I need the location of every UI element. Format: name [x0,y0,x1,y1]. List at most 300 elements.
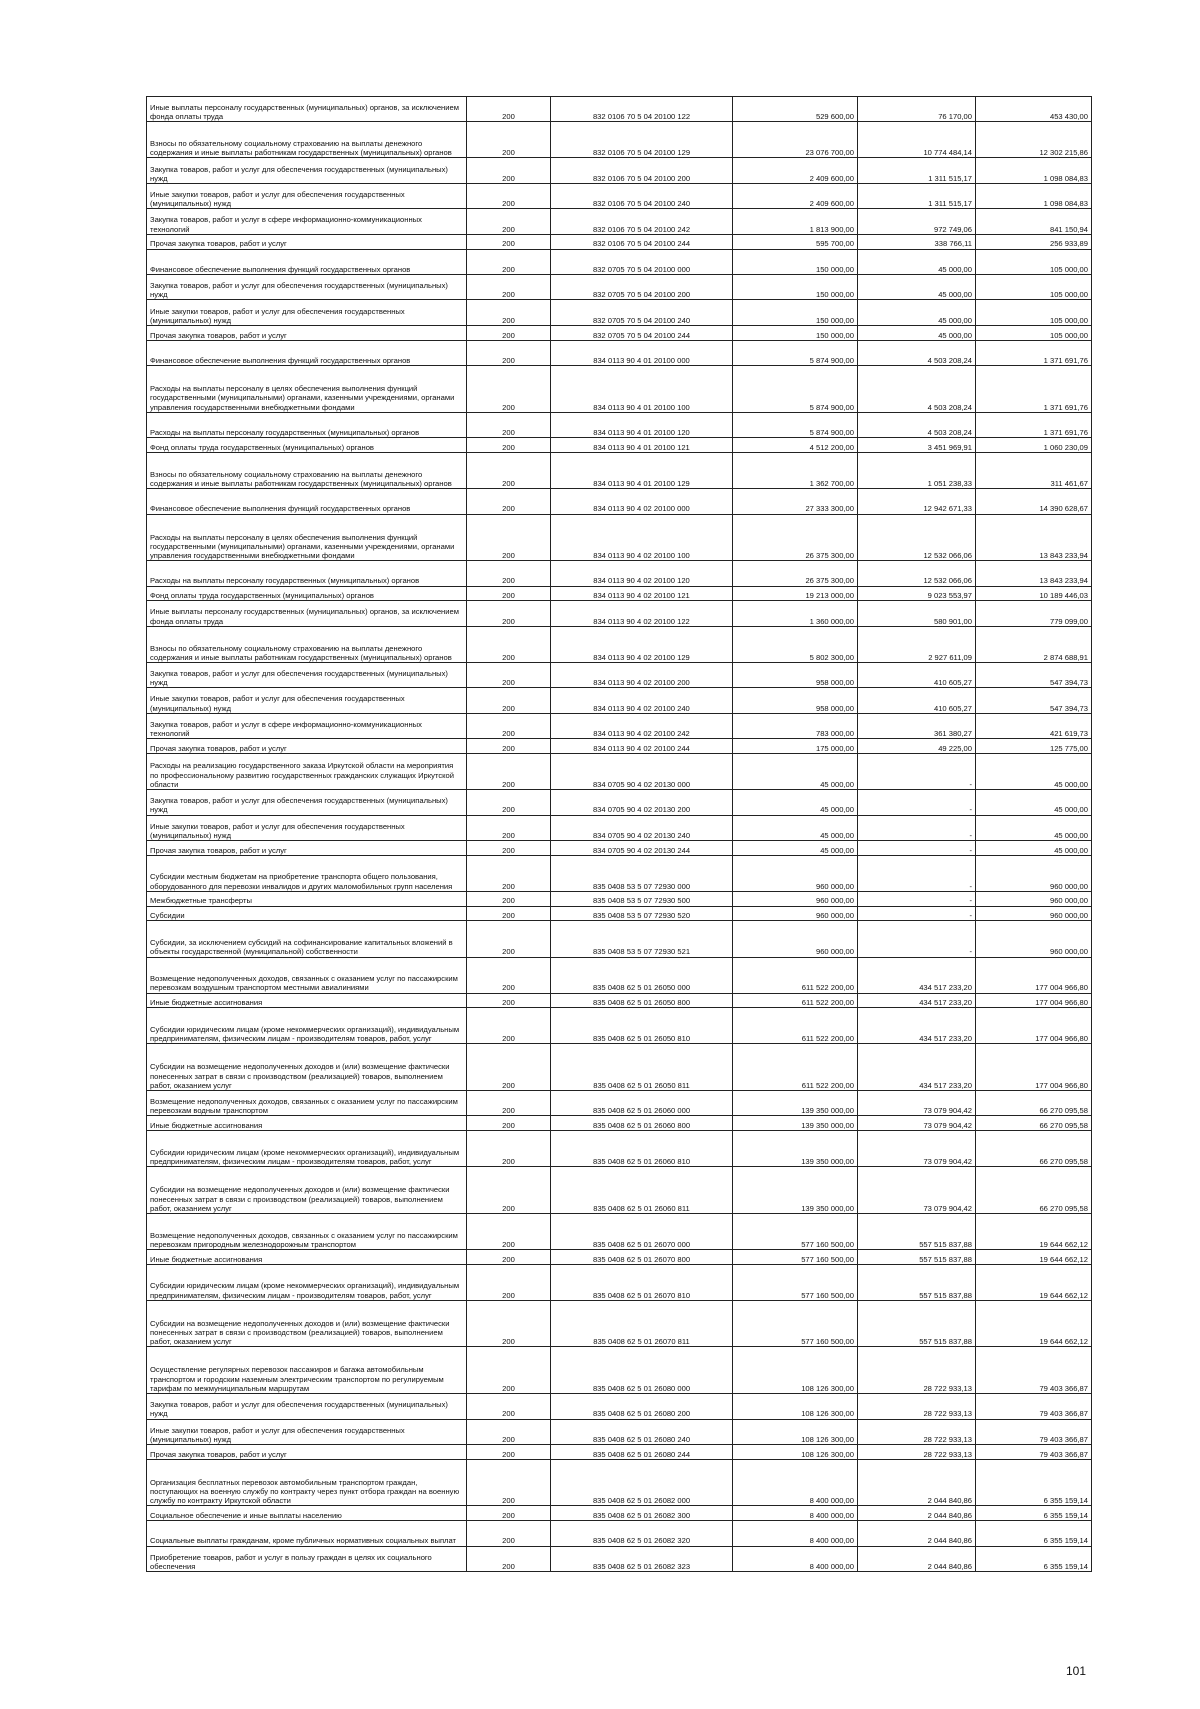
row-remaining-cell: 2 874 688,91 [976,626,1092,662]
row-classification-cell: 835 0408 62 5 01 26060 811 [551,1167,733,1214]
row-code-cell: 200 [467,1444,551,1459]
row-executed-cell: 10 774 484,14 [858,122,976,158]
row-remaining-cell: 66 270 095,58 [976,1167,1092,1214]
row-executed-cell: 361 380,27 [858,713,976,738]
row-name-cell: Иные бюджетные ассигнования [147,993,467,1008]
row-remaining-cell: 125 775,00 [976,739,1092,754]
row-code-cell: 200 [467,1419,551,1444]
row-plan-cell: 960 000,00 [733,906,858,921]
row-classification-cell: 832 0106 70 5 04 20100 242 [551,209,733,234]
row-name-cell: Иные закупки товаров, работ и услуг для обеспечения государственных (муниципальных) нужд [147,815,467,840]
row-executed-cell: 2 044 840,86 [858,1546,976,1571]
row-executed-cell: - [858,754,976,790]
row-plan-cell: 529 600,00 [733,97,858,122]
row-executed-cell: 434 517 233,20 [858,957,976,993]
row-plan-cell: 23 076 700,00 [733,122,858,158]
table-row [147,514,1092,561]
row-name-cell: Социальное обеспечение и иные выплаты населению [147,1506,467,1521]
row-executed-cell: 12 532 066,06 [858,561,976,586]
row-code-cell: 200 [467,412,551,437]
row-executed-cell: 49 225,00 [858,739,976,754]
row-plan-cell: 108 126 300,00 [733,1444,858,1459]
row-plan-cell: 8 400 000,00 [733,1459,858,1506]
row-remaining-cell: 960 000,00 [976,921,1092,957]
row-classification-cell: 832 0106 70 5 04 20100 240 [551,183,733,208]
row-name-cell: Иные закупки товаров, работ и услуг для обеспечения государственных (муниципальных) нужд [147,183,467,208]
row-plan-cell: 960 000,00 [733,921,858,957]
table-row [147,1167,1092,1214]
table-row [147,1506,1092,1521]
row-classification-cell: 834 0705 90 4 02 20130 200 [551,790,733,815]
row-executed-cell: 557 515 837,88 [858,1249,976,1264]
row-name-cell: Субсидии [147,906,467,921]
row-remaining-cell: 1 098 084,83 [976,183,1092,208]
row-remaining-cell: 45 000,00 [976,840,1092,855]
table-row [147,1091,1092,1116]
row-plan-cell: 150 000,00 [733,300,858,325]
row-code-cell: 200 [467,1300,551,1347]
row-name-cell: Закупка товаров, работ и услуг для обеспечения государственных (муниципальных) нужд [147,1394,467,1419]
row-executed-cell: 2 044 840,86 [858,1506,976,1521]
row-code-cell: 200 [467,1506,551,1521]
row-classification-cell: 834 0113 90 4 01 20100 000 [551,340,733,365]
row-code-cell: 200 [467,1394,551,1419]
row-code-cell: 200 [467,586,551,601]
row-classification-cell: 832 0106 70 5 04 20100 244 [551,234,733,249]
row-classification-cell: 835 0408 62 5 01 26050 800 [551,993,733,1008]
row-code-cell: 200 [467,1008,551,1044]
row-remaining-cell: 6 355 159,14 [976,1521,1092,1546]
row-plan-cell: 8 400 000,00 [733,1546,858,1571]
row-name-cell: Субсидии на возмещение недополученных доходов и (или) возмещение фактически понесенных затрат в связи с производством (реализацией) товаров, выполнением работ, оказанием услуг [147,1300,467,1347]
row-classification-cell: 835 0408 62 5 01 26050 811 [551,1044,733,1091]
row-executed-cell: 73 079 904,42 [858,1116,976,1131]
row-plan-cell: 45 000,00 [733,840,858,855]
row-plan-cell: 5 874 900,00 [733,366,858,413]
row-remaining-cell: 960 000,00 [976,906,1092,921]
row-name-cell: Иные закупки товаров, работ и услуг для обеспечения государственных (муниципальных) нужд [147,688,467,713]
row-executed-cell: 972 749,06 [858,209,976,234]
row-code-cell: 200 [467,366,551,413]
row-executed-cell: 410 605,27 [858,662,976,687]
row-name-cell: Возмещение недополученных доходов, связанных с оказанием услуг по пассажирским перевозкам воздушным транспортом местными авиалиниями [147,957,467,993]
row-code-cell: 200 [467,209,551,234]
table-row [147,891,1092,906]
row-executed-cell: 45 000,00 [858,325,976,340]
table-row [147,688,1092,713]
table-row [147,1116,1092,1131]
row-code-cell: 200 [467,1044,551,1091]
row-plan-cell: 108 126 300,00 [733,1347,858,1394]
row-executed-cell: 45 000,00 [858,300,976,325]
row-executed-cell: 28 722 933,13 [858,1347,976,1394]
row-executed-cell: 73 079 904,42 [858,1131,976,1167]
row-executed-cell: 4 503 208,24 [858,366,976,413]
row-remaining-cell: 1 371 691,76 [976,366,1092,413]
row-executed-cell: 4 503 208,24 [858,412,976,437]
row-classification-cell: 832 0705 70 5 04 20100 200 [551,275,733,300]
row-classification-cell: 835 0408 62 5 01 26082 000 [551,1459,733,1506]
row-remaining-cell: 6 355 159,14 [976,1459,1092,1506]
table-row [147,438,1092,453]
table-row [147,183,1092,208]
row-classification-cell: 835 0408 62 5 01 26070 810 [551,1264,733,1300]
table-row [147,754,1092,790]
row-classification-cell: 835 0408 53 5 07 72930 521 [551,921,733,957]
row-name-cell: Фонд оплаты труда государственных (муниципальных) органов [147,438,467,453]
row-plan-cell: 577 160 500,00 [733,1300,858,1347]
row-executed-cell: 557 515 837,88 [858,1264,976,1300]
row-remaining-cell: 19 644 662,12 [976,1264,1092,1300]
row-plan-cell: 611 522 200,00 [733,1008,858,1044]
row-classification-cell: 834 0113 90 4 02 20100 200 [551,662,733,687]
row-remaining-cell: 1 060 230,09 [976,438,1092,453]
table-row [147,412,1092,437]
row-executed-cell: - [858,891,976,906]
row-executed-cell: - [858,815,976,840]
table-row [147,1131,1092,1167]
table-row [147,489,1092,514]
row-name-cell: Иные закупки товаров, работ и услуг для обеспечения государственных (муниципальных) нужд [147,1419,467,1444]
row-executed-cell: 2 927 611,09 [858,626,976,662]
table-row [147,855,1092,891]
row-plan-cell: 5 874 900,00 [733,412,858,437]
row-plan-cell: 45 000,00 [733,815,858,840]
row-classification-cell: 835 0408 62 5 01 26050 810 [551,1008,733,1044]
row-remaining-cell: 453 430,00 [976,97,1092,122]
row-plan-cell: 5 874 900,00 [733,340,858,365]
row-code-cell: 200 [467,739,551,754]
row-code-cell: 200 [467,754,551,790]
row-plan-cell: 783 000,00 [733,713,858,738]
row-code-cell: 200 [467,906,551,921]
row-name-cell: Межбюджетные трансферты [147,891,467,906]
table-row [147,662,1092,687]
row-name-cell: Возмещение недополученных доходов, связанных с оказанием услуг по пассажирским перевозкам пригородным железнодорожным транспортом [147,1213,467,1249]
table-row [147,957,1092,993]
row-name-cell: Закупка товаров, работ и услуг в сфере информационно-коммуникационных технологий [147,209,467,234]
row-plan-cell: 150 000,00 [733,249,858,274]
row-code-cell: 200 [467,300,551,325]
row-name-cell: Фонд оплаты труда государственных (муниципальных) органов [147,586,467,601]
row-plan-cell: 1 362 700,00 [733,453,858,489]
row-plan-cell: 1 813 900,00 [733,209,858,234]
row-name-cell: Иные закупки товаров, работ и услуг для обеспечения государственных (муниципальных) нужд [147,300,467,325]
row-classification-cell: 835 0408 53 5 07 72930 520 [551,906,733,921]
row-name-cell: Прочая закупка товаров, работ и услуг [147,1444,467,1459]
row-code-cell: 200 [467,158,551,183]
table-row [147,325,1092,340]
row-executed-cell: 434 517 233,20 [858,1008,976,1044]
row-code-cell: 200 [467,855,551,891]
row-classification-cell: 834 0113 90 4 02 20100 120 [551,561,733,586]
table-row [147,340,1092,365]
row-executed-cell: 557 515 837,88 [858,1300,976,1347]
row-code-cell: 200 [467,1213,551,1249]
row-classification-cell: 835 0408 62 5 01 26080 200 [551,1394,733,1419]
row-code-cell: 200 [467,993,551,1008]
row-plan-cell: 45 000,00 [733,754,858,790]
row-code-cell: 200 [467,514,551,561]
row-classification-cell: 832 0705 70 5 04 20100 000 [551,249,733,274]
row-executed-cell: 3 451 969,91 [858,438,976,453]
row-remaining-cell: 45 000,00 [976,754,1092,790]
row-name-cell: Расходы на реализацию государственного заказа Иркутской области на мероприятия по профессиональному развитию государственных гражданских служащих Иркутской области [147,754,467,790]
row-classification-cell: 835 0408 62 5 01 26070 811 [551,1300,733,1347]
row-name-cell: Закупка товаров, работ и услуг для обеспечения государственных (муниципальных) нужд [147,275,467,300]
row-code-cell: 200 [467,340,551,365]
table-row [147,249,1092,274]
row-remaining-cell: 13 843 233,94 [976,514,1092,561]
row-code-cell: 200 [467,438,551,453]
row-remaining-cell: 960 000,00 [976,855,1092,891]
row-classification-cell: 835 0408 62 5 01 26070 000 [551,1213,733,1249]
row-executed-cell: - [858,855,976,891]
row-code-cell: 200 [467,183,551,208]
row-remaining-cell: 841 150,94 [976,209,1092,234]
row-code-cell: 200 [467,97,551,122]
row-code-cell: 200 [467,815,551,840]
row-plan-cell: 611 522 200,00 [733,993,858,1008]
row-code-cell: 200 [467,1167,551,1214]
row-code-cell: 200 [467,957,551,993]
row-executed-cell: - [858,906,976,921]
row-executed-cell: 28 722 933,13 [858,1394,976,1419]
table-row [147,815,1092,840]
row-code-cell: 200 [467,561,551,586]
row-classification-cell: 835 0408 62 5 01 26060 000 [551,1091,733,1116]
row-name-cell: Субсидии юридическим лицам (кроме некоммерческих организаций), индивидуальным предпринимателям, физическим лицам - производителям товаров, работ, услуг [147,1131,467,1167]
row-plan-cell: 611 522 200,00 [733,1044,858,1091]
table-row [147,158,1092,183]
row-plan-cell: 2 409 600,00 [733,158,858,183]
row-name-cell: Возмещение недополученных доходов, связанных с оказанием услуг по пассажирским перевозкам водным транспортом [147,1091,467,1116]
row-remaining-cell: 6 355 159,14 [976,1506,1092,1521]
row-code-cell: 200 [467,713,551,738]
row-executed-cell: 434 517 233,20 [858,993,976,1008]
row-classification-cell: 835 0408 62 5 01 26050 000 [551,957,733,993]
row-name-cell: Субсидии местным бюджетам на приобретение транспорта общего пользования, оборудованного для перевозки инвалидов и других маломобильных групп населения [147,855,467,891]
row-plan-cell: 108 126 300,00 [733,1394,858,1419]
row-name-cell: Закупка товаров, работ и услуг для обеспечения государственных (муниципальных) нужд [147,158,467,183]
row-code-cell: 200 [467,790,551,815]
row-classification-cell: 832 0106 70 5 04 20100 200 [551,158,733,183]
row-code-cell: 200 [467,840,551,855]
row-executed-cell: - [858,790,976,815]
row-remaining-cell: 12 302 215,86 [976,122,1092,158]
row-executed-cell: 76 170,00 [858,97,976,122]
row-executed-cell: 73 079 904,42 [858,1091,976,1116]
row-classification-cell: 834 0113 90 4 02 20100 122 [551,601,733,626]
row-plan-cell: 139 350 000,00 [733,1131,858,1167]
row-plan-cell: 960 000,00 [733,855,858,891]
row-remaining-cell: 547 394,73 [976,688,1092,713]
page-number: 101 [1066,1664,1087,1678]
row-remaining-cell: 45 000,00 [976,790,1092,815]
row-classification-cell: 835 0408 62 5 01 26080 000 [551,1347,733,1394]
row-name-cell: Финансовое обеспечение выполнения функций государственных органов [147,340,467,365]
row-executed-cell: 2 044 840,86 [858,1521,976,1546]
row-name-cell: Расходы на выплаты персоналу в целях обеспечения выполнения функций государственными (муниципальными) органами, казенными учреждениями, органами управления государственными внебюджетными фондами [147,514,467,561]
row-remaining-cell: 421 619,73 [976,713,1092,738]
row-code-cell: 200 [467,921,551,957]
row-name-cell: Прочая закупка товаров, работ и услуг [147,325,467,340]
row-classification-cell: 835 0408 53 5 07 72930 000 [551,855,733,891]
row-remaining-cell: 13 843 233,94 [976,561,1092,586]
row-remaining-cell: 105 000,00 [976,275,1092,300]
row-executed-cell: 12 942 671,33 [858,489,976,514]
row-code-cell: 200 [467,688,551,713]
row-remaining-cell: 177 004 966,80 [976,993,1092,1008]
row-executed-cell: 45 000,00 [858,249,976,274]
row-executed-cell: 2 044 840,86 [858,1459,976,1506]
row-classification-cell: 834 0113 90 4 02 20100 129 [551,626,733,662]
row-plan-cell: 150 000,00 [733,325,858,340]
table-row [147,234,1092,249]
row-name-cell: Субсидии на возмещение недополученных доходов и (или) возмещение фактически понесенных затрат в связи с производством (реализацией) товаров, выполнением работ, оказанием услуг [147,1044,467,1091]
row-code-cell: 200 [467,626,551,662]
row-name-cell: Финансовое обеспечение выполнения функций государственных органов [147,489,467,514]
row-plan-cell: 8 400 000,00 [733,1521,858,1546]
row-remaining-cell: 14 390 628,67 [976,489,1092,514]
budget-table-sheet [146,96,1092,1572]
row-code-cell: 200 [467,1264,551,1300]
table-body [147,97,1092,1572]
table-row [147,209,1092,234]
row-plan-cell: 139 350 000,00 [733,1167,858,1214]
row-classification-cell: 834 0113 90 4 01 20100 129 [551,453,733,489]
table-row [147,1008,1092,1044]
row-remaining-cell: 105 000,00 [976,249,1092,274]
row-classification-cell: 834 0113 90 4 02 20100 242 [551,713,733,738]
row-plan-cell: 108 126 300,00 [733,1419,858,1444]
row-code-cell: 200 [467,1131,551,1167]
table-row [147,1444,1092,1459]
row-executed-cell: 580 901,00 [858,601,976,626]
row-executed-cell: 73 079 904,42 [858,1167,976,1214]
row-code-cell: 200 [467,1116,551,1131]
row-remaining-cell: 960 000,00 [976,891,1092,906]
row-classification-cell: 834 0705 90 4 02 20130 244 [551,840,733,855]
row-classification-cell: 832 0705 70 5 04 20100 244 [551,325,733,340]
row-name-cell: Субсидии юридическим лицам (кроме некоммерческих организаций), индивидуальным предпринимателям, физическим лицам - производителям товаров, работ, услуг [147,1008,467,1044]
row-name-cell: Субсидии на возмещение недополученных доходов и (или) возмещение фактически понесенных затрат в связи с производством (реализацией) товаров, выполнением работ, оказанием услуг [147,1167,467,1214]
table-row [147,1419,1092,1444]
row-remaining-cell: 19 644 662,12 [976,1249,1092,1264]
row-executed-cell: 338 766,11 [858,234,976,249]
row-name-cell: Взносы по обязательному социальному страхованию на выплаты денежного содержания и иные выплаты работникам государственных (муниципальных) органов [147,122,467,158]
row-code-cell: 200 [467,1521,551,1546]
table-row [147,1347,1092,1394]
row-code-cell: 200 [467,325,551,340]
row-plan-cell: 958 000,00 [733,662,858,687]
row-name-cell: Иные выплаты персоналу государственных (муниципальных) органов, за исключением фонда оплаты труда [147,97,467,122]
row-name-cell: Закупка товаров, работ и услуг для обеспечения государственных (муниципальных) нужд [147,662,467,687]
row-code-cell: 200 [467,891,551,906]
table-row [147,586,1092,601]
row-remaining-cell: 79 403 366,87 [976,1394,1092,1419]
row-classification-cell: 834 0113 90 4 02 20100 240 [551,688,733,713]
row-remaining-cell: 10 189 446,03 [976,586,1092,601]
row-classification-cell: 834 0113 90 4 01 20100 120 [551,412,733,437]
row-executed-cell: 434 517 233,20 [858,1044,976,1091]
row-plan-cell: 960 000,00 [733,891,858,906]
row-plan-cell: 958 000,00 [733,688,858,713]
row-classification-cell: 834 0113 90 4 02 20100 100 [551,514,733,561]
row-remaining-cell: 177 004 966,80 [976,1044,1092,1091]
row-classification-cell: 834 0705 90 4 02 20130 000 [551,754,733,790]
row-plan-cell: 8 400 000,00 [733,1506,858,1521]
row-plan-cell: 577 160 500,00 [733,1213,858,1249]
row-code-cell: 200 [467,601,551,626]
row-remaining-cell: 1 371 691,76 [976,340,1092,365]
row-classification-cell: 835 0408 53 5 07 72930 500 [551,891,733,906]
table-row [147,453,1092,489]
row-name-cell: Иные выплаты персоналу государственных (муниципальных) органов, за исключением фонда оплаты труда [147,601,467,626]
row-classification-cell: 835 0408 62 5 01 26080 240 [551,1419,733,1444]
row-name-cell: Иные бюджетные ассигнования [147,1116,467,1131]
row-code-cell: 200 [467,1249,551,1264]
row-classification-cell: 835 0408 62 5 01 26082 323 [551,1546,733,1571]
table-row [147,601,1092,626]
row-executed-cell: 1 311 515,17 [858,158,976,183]
table-row [147,1249,1092,1264]
row-code-cell: 200 [467,1347,551,1394]
row-classification-cell: 832 0106 70 5 04 20100 129 [551,122,733,158]
row-name-cell: Взносы по обязательному социальному страхованию на выплаты денежного содержания и иные выплаты работникам государственных (муниципальных) органов [147,453,467,489]
table-row [147,790,1092,815]
table-row [147,1394,1092,1419]
table-row [147,122,1092,158]
row-code-cell: 200 [467,1546,551,1571]
row-name-cell: Расходы на выплаты персоналу государственных (муниципальных) органов [147,561,467,586]
row-name-cell: Закупка товаров, работ и услуг для обеспечения государственных (муниципальных) нужд [147,790,467,815]
row-remaining-cell: 177 004 966,80 [976,1008,1092,1044]
row-code-cell: 200 [467,1091,551,1116]
row-name-cell: Взносы по обязательному социальному страхованию на выплаты денежного содержания и иные выплаты работникам государственных (муниципальных) органов [147,626,467,662]
row-classification-cell: 834 0113 90 4 02 20100 000 [551,489,733,514]
row-classification-cell: 834 0705 90 4 02 20130 240 [551,815,733,840]
row-executed-cell: 4 503 208,24 [858,340,976,365]
row-classification-cell: 834 0113 90 4 02 20100 244 [551,739,733,754]
row-executed-cell: 28 722 933,13 [858,1419,976,1444]
row-code-cell: 200 [467,275,551,300]
row-name-cell: Организация бесплатных перевозок автомобильным транспортом граждан, поступающих на военную службу по контракту через пункт отбора граждан на военную службу по контракту Иркутской области [147,1459,467,1506]
row-classification-cell: 835 0408 62 5 01 26070 800 [551,1249,733,1264]
row-name-cell: Социальные выплаты гражданам, кроме публичных нормативных социальных выплат [147,1521,467,1546]
row-remaining-cell: 105 000,00 [976,325,1092,340]
table-row [147,739,1092,754]
row-remaining-cell: 45 000,00 [976,815,1092,840]
row-name-cell: Расходы на выплаты персоналу в целях обеспечения выполнения функций государственными (муниципальными) органами, казенными учреждениями, органами управления государственными внебюджетными фондами [147,366,467,413]
row-plan-cell: 2 409 600,00 [733,183,858,208]
row-plan-cell: 577 160 500,00 [733,1264,858,1300]
row-name-cell: Финансовое обеспечение выполнения функций государственных органов [147,249,467,274]
table-row [147,1044,1092,1091]
row-remaining-cell: 79 403 366,87 [976,1347,1092,1394]
table-row [147,713,1092,738]
table-row [147,906,1092,921]
table-row [147,366,1092,413]
row-name-cell: Прочая закупка товаров, работ и услуг [147,840,467,855]
row-plan-cell: 611 522 200,00 [733,957,858,993]
row-remaining-cell: 311 461,67 [976,453,1092,489]
row-name-cell: Иные бюджетные ассигнования [147,1249,467,1264]
table-row [147,1300,1092,1347]
row-classification-cell: 832 0106 70 5 04 20100 122 [551,97,733,122]
table-row [147,97,1092,122]
row-code-cell: 200 [467,234,551,249]
